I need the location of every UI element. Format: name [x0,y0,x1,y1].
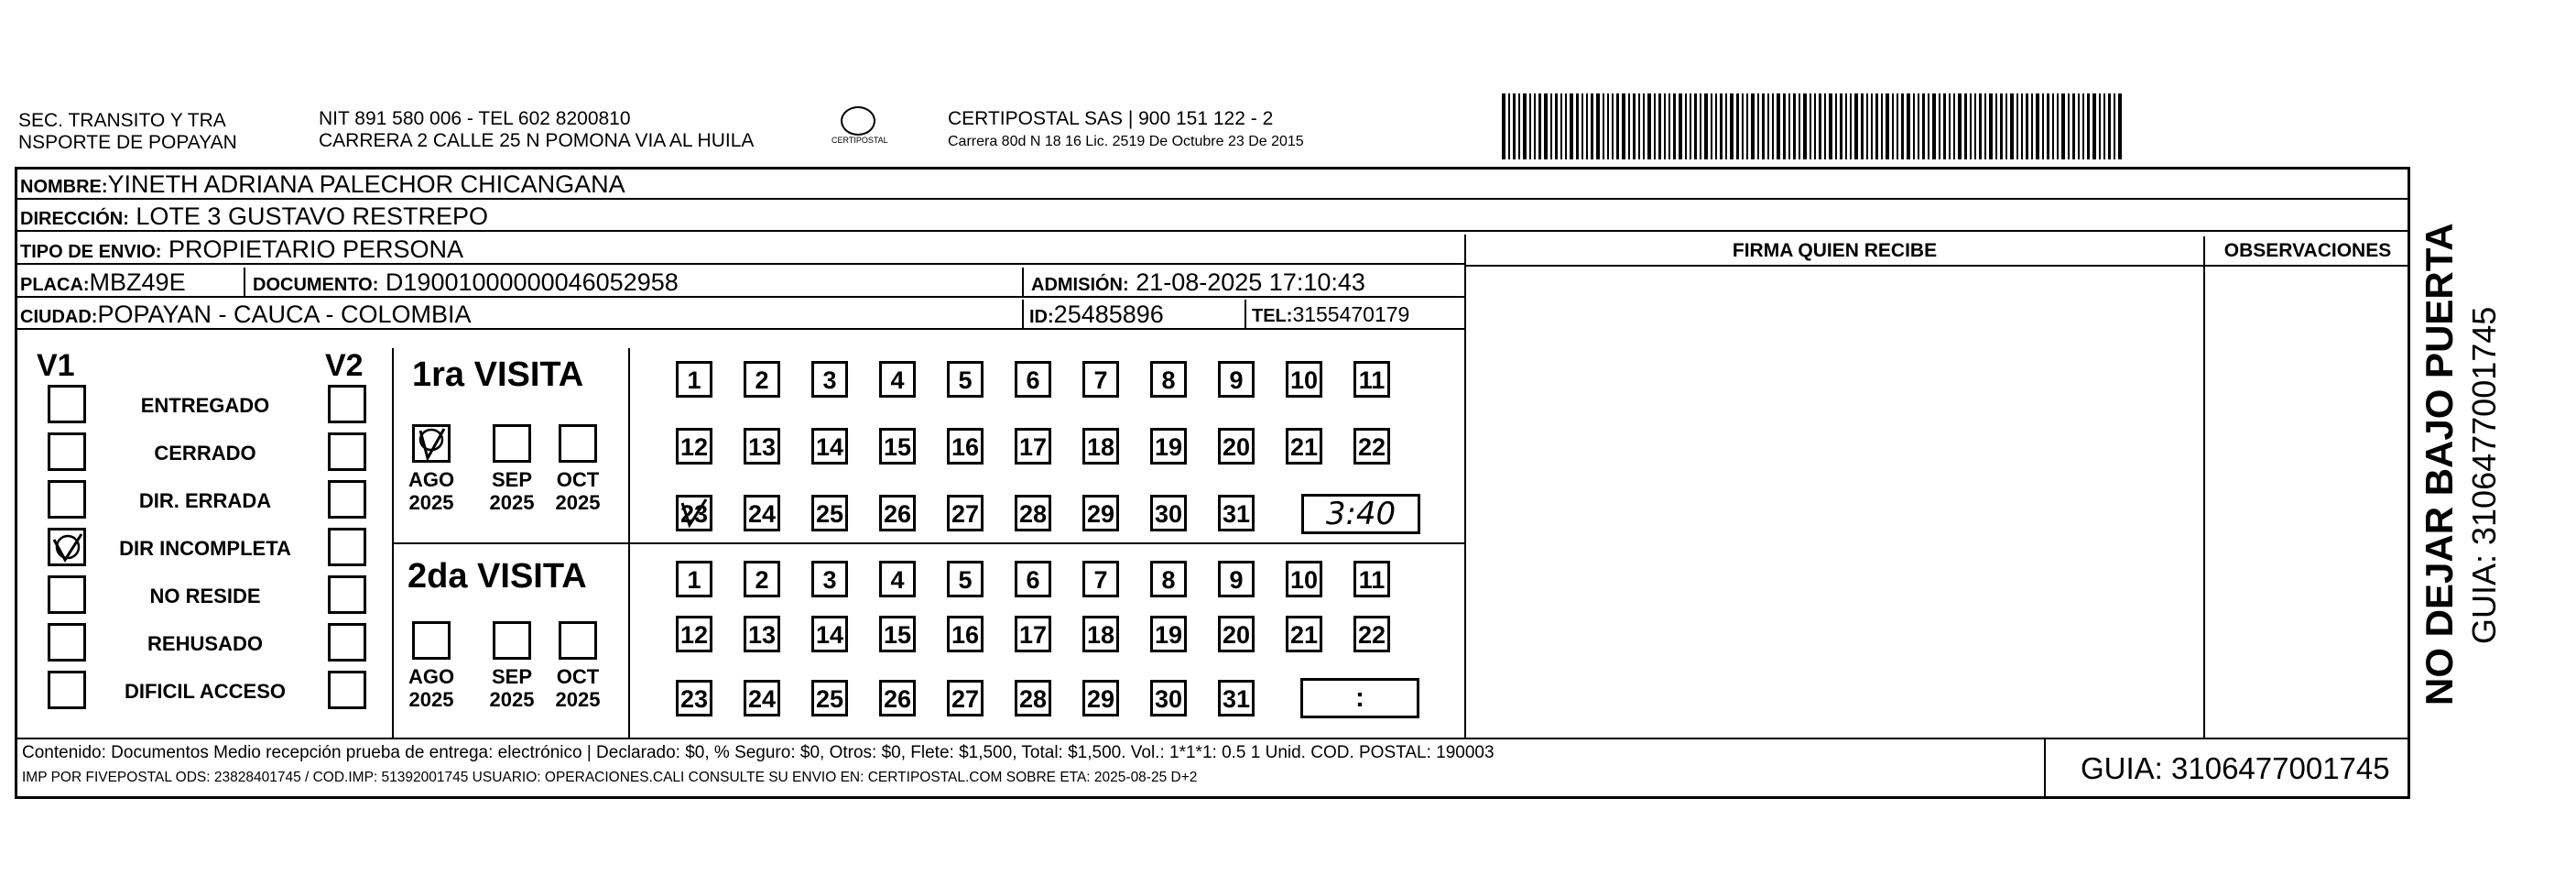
barcode-bar [1767,93,1769,159]
barcode-bar [1647,93,1651,159]
barcode-bar [1918,93,1919,159]
month-checkbox[interactable] [493,424,531,463]
courier-logo-text: CERTIPOSTAL [831,136,888,145]
barcode-bar [1854,93,1858,159]
barcode-bar [2068,93,2070,159]
v2-checkbox[interactable] [328,671,366,709]
day-box[interactable]: 28 [1015,495,1051,531]
barcode-bar [1799,93,1800,159]
barcode-bar [1974,93,1976,159]
barcode-bar [1725,93,1727,159]
barcode-bar [1922,93,1925,159]
barcode-bar [2036,93,2039,159]
barcode-bar [1943,93,1946,159]
barcode-bar [1881,93,1883,159]
courier-license: Carrera 80d N 18 16 Lic. 2519 De Octubre 23 De 2015 [948,134,1304,149]
day-box[interactable]: 29 [1082,495,1119,531]
sender-line-2: NSPORTE DE POPAYAN [18,132,237,153]
direccion-label: DIRECCIÓN: [20,209,129,229]
month-label [399,468,463,514]
barcode-bar [1513,93,1516,159]
barcode-bar [1845,93,1847,159]
barcode-bar [1810,93,1811,159]
barcode-bar [1508,93,1510,159]
v1-checkbox[interactable] [48,385,86,423]
month-label [480,468,544,514]
day-box[interactable]: 16 [947,616,984,652]
day-box[interactable]: 21 [1286,428,1322,465]
barcode-bar [1793,93,1796,159]
month-checkbox[interactable] [559,424,597,463]
month-year: 2025 [489,688,535,711]
barcode-bar [1596,93,1600,159]
status-label: DIR. ERRADA [138,489,272,512]
day-box[interactable]: 5 [947,561,984,597]
barcode-bar [1866,93,1868,159]
courier-logo-icon [841,106,875,136]
barcode-bar [2103,93,2105,159]
v1-checkbox[interactable] [48,480,86,519]
barcode-bar [1730,93,1734,159]
day-box[interactable]: 11 [1353,561,1390,597]
barcode-bar [2010,93,2014,159]
barcode-bar [1897,93,1898,159]
barcode-bar [1518,93,1520,159]
barcode-bar [1711,93,1712,159]
day-box[interactable]: 27 [947,495,984,531]
second-visit-time: : [1300,678,1419,718]
barcode-bar [1803,93,1807,159]
barcode-bar [1814,93,1816,159]
tipo-value: PROPIETARIO PERSONA [168,235,464,263]
row-ciudad [15,300,1466,330]
barcode-bar [1819,93,1821,159]
barcode-bar [1871,93,1873,159]
barcode-bar [1777,93,1780,159]
barcode-bar [1939,93,1940,159]
row-tipo [15,235,1466,265]
second-visit-title: 2da VISITA [408,557,587,596]
month-label [480,665,544,711]
barcode-bar [1751,93,1755,159]
barcode-bar [1654,93,1656,159]
month-label [546,468,610,514]
day-box[interactable]: 1 [676,361,712,398]
barcode-bar [2000,93,2003,159]
day-box[interactable]: 20 [1218,616,1255,652]
barcode-bar [1720,93,1723,159]
side-guia: GUIA: 3106477001745 [2465,306,2503,644]
barcode-bar [1746,93,1748,159]
no-dejar-bajo-puerta: NO DEJAR BAJO PUERTA [2418,223,2461,705]
day-box[interactable]: 20 [1218,428,1255,465]
ciudad-label: CIUDAD: [20,307,98,327]
barcode-bar [1835,93,1837,159]
status-label: ENTREGADO [140,394,270,417]
day-box[interactable]: 30 [1150,680,1187,716]
barcode-bar [1690,93,1691,159]
tel-value: 3155470179 [1292,302,1410,326]
day-box[interactable]: 22 [1353,616,1390,652]
barcode-bar [2052,93,2054,159]
month-label [546,665,610,711]
v2-checkbox[interactable] [328,432,366,471]
day-box[interactable]: 27 [947,680,984,716]
first-visit-time: 3:40 [1301,494,1420,534]
admision-value: 21-08-2025 17:10:43 [1136,268,1365,296]
day-box[interactable]: 26 [879,495,916,531]
barcode-bar [2021,93,2023,159]
footer-content: Contenido: Documentos Medio recepción prueba de entrega: electrónico | Declarado: $0, % Seguro: $0, Otros: $0, Flete: $1,500, Total: $1,500. Vol.: 1*1*1: 0.5 1 Unid. COD. POSTAL: 190003 [22,743,1495,762]
barcode-bar [2047,93,2049,159]
month-checkbox[interactable] [559,621,597,660]
month-name: SEP [491,665,533,688]
admision-label: ADMISIÓN: [1031,275,1129,295]
barcode-bar [1555,93,1558,159]
v2-checkbox[interactable] [328,528,366,566]
barcode-bar [1679,93,1682,159]
barcode-bar [1576,93,1579,159]
month-label [399,665,463,711]
barcode-bar [1824,93,1826,159]
barcode-bar [1612,93,1614,159]
v1-checkbox[interactable] [48,575,86,614]
v1-checkbox[interactable] [48,671,86,709]
day-box[interactable]: 24 [744,495,780,531]
day-box[interactable]: 12 [676,616,712,652]
footer-separator [15,738,2410,739]
barcode-bar [1565,93,1567,159]
placa-label: PLACA: [20,275,90,295]
barcode-bar [1704,93,1708,159]
barcode-bar [1772,93,1774,159]
day-box[interactable]: 22 [1353,428,1390,465]
sender-address: CARRERA 2 CALLE 25 N POMONA VIA AL HUILA [319,130,755,151]
v1-checkbox[interactable] [48,432,86,471]
month-year: 2025 [489,491,535,514]
day-box[interactable]: 4 [879,361,916,398]
barcode-bar [2082,93,2084,159]
footer-guia-divider [2044,738,2046,799]
barcode-bar [1958,93,1962,159]
day-box[interactable]: 7 [1082,361,1119,398]
barcode-bar [1875,93,1878,159]
day-box[interactable]: 18 [1082,428,1119,465]
barcode-bar [1658,93,1661,159]
barcode-bar [1638,93,1640,159]
row-nombre [15,170,2410,200]
barcode-bar [1603,93,1604,159]
v2-checkbox[interactable] [328,623,366,662]
v2-checkbox[interactable] [328,385,366,423]
barcode-bar [1949,93,1951,159]
footer-imp: IMP POR FIVEPOSTAL ODS: 23828401745 / COD.IMP: 51392001745 USUARIO: OPERACIONES.CALI CONSULTE SU ENVIO EN: CERTIPOSTAL.COM SOBRE ETA: 2025-08-25 D+2 [22,770,1198,785]
day-box[interactable]: 21 [1286,616,1322,652]
v2-label: V2 [325,348,364,383]
barcode-bar [1913,93,1915,159]
day-box[interactable]: 24 [744,680,780,716]
barcode-bar [1664,93,1666,159]
day-box[interactable]: 3 [811,361,848,398]
day-box[interactable]: 31 [1218,680,1255,716]
month-divider [628,348,630,738]
day-box[interactable]: 9 [1218,561,1255,597]
barcode-bar [1762,93,1765,159]
day-box[interactable]: 19 [1150,616,1187,652]
barcode-bar [2031,93,2033,159]
documento-value: D19001000000046052958 [385,268,679,296]
day-box[interactable]: 25 [811,680,848,716]
sender-nit: NIT 891 580 006 - TEL 602 8200810 [319,108,631,129]
day-box[interactable]: 8 [1150,361,1187,398]
barcode-bar [2061,93,2065,159]
status-label: DIR INCOMPLETA [119,537,291,560]
courier-name: CERTIPOSTAL SAS | 900 151 122 - 2 [948,108,1274,129]
month-name: SEP [491,468,533,491]
v2-checkbox[interactable] [328,575,366,614]
month-name: OCT [556,665,600,688]
barcode-bar [1886,93,1889,159]
day-box[interactable]: 23 [676,680,712,716]
visit-separator [392,542,1465,544]
barcode-bar [1633,93,1636,159]
barcode-bar [1736,93,1739,159]
v1-checkbox[interactable] [48,623,86,662]
barcode-bar [1901,93,1904,159]
day-box[interactable]: 23 [676,495,712,531]
day-box[interactable]: 25 [811,495,848,531]
barcode-bar [1502,93,1505,159]
barcode-bar [1581,93,1583,159]
barcode-bar [1622,93,1625,159]
barcode-bar [1523,93,1527,159]
day-box[interactable]: 7 [1082,561,1119,597]
id-value: 25485896 [1053,301,1164,328]
barcode-bar [1560,93,1562,159]
barcode-bar [1840,93,1842,159]
barcode-bar [1628,93,1630,159]
barcode-bar [2118,93,2122,159]
day-box[interactable]: 1 [676,561,712,597]
barcode-bar [2087,93,2090,159]
v1-checkbox[interactable] [48,528,86,566]
observaciones-divider [2203,236,2205,738]
v2-checkbox[interactable] [328,480,366,519]
barcode-bar [1932,93,1936,159]
day-box[interactable]: 18 [1082,616,1119,652]
barcode-bar [2072,93,2075,159]
barcode-bar [1544,93,1548,159]
day-box[interactable]: 10 [1286,561,1322,597]
first-visit-title: 1ra VISITA [412,355,584,394]
day-box[interactable]: 16 [947,428,984,465]
barcode-bar [1534,93,1536,159]
status-label: REHUSADO [147,632,263,655]
barcode-bar [1979,93,1982,159]
barcode-bar [1861,93,1864,159]
barcode-bar [1788,93,1790,159]
status-label: DIFICIL ACCESO [124,680,286,703]
tel-label: TEL: [1252,306,1293,326]
barcode-bar [2078,93,2080,159]
barcode-bar [1970,93,1972,159]
status-label: NO RESIDE [149,585,261,607]
barcode-bar [1928,93,1929,159]
barcode-bar [1953,93,1955,159]
documento-label: DOCUMENTO: [253,275,379,295]
month-name: OCT [556,468,600,491]
barcode-bar [1757,93,1759,159]
nombre-value: YINETH ADRIANA PALECHOR CHICANGANA [107,170,625,198]
barcode-bar [2005,93,2007,159]
day-box[interactable]: 15 [879,616,916,652]
sender-line-1: SEC. TRANSITO Y TRA [18,110,226,131]
barcode-bar [1783,93,1786,159]
status-label: CERRADO [154,442,256,465]
barcode-bar [1850,93,1852,159]
day-box[interactable]: 31 [1218,495,1255,531]
barcode-bar [1607,93,1609,159]
barcode-bar [1984,93,1986,159]
barcode-bar [1995,93,1997,159]
day-box[interactable]: 13 [744,428,780,465]
barcode-bar [1586,93,1588,159]
day-box[interactable]: 17 [1015,428,1051,465]
barcode-bar [1616,93,1619,159]
month-checkbox[interactable] [493,621,531,660]
day-box[interactable]: 9 [1218,361,1255,398]
id-label: ID: [1029,307,1054,327]
v1-label: V1 [37,348,75,383]
barcode-bar [2026,93,2028,159]
firma-label: FIRMA QUIEN RECIBE [1466,236,2203,267]
barcode-bar [1700,93,1701,159]
day-box[interactable]: 14 [811,616,848,652]
direccion-value: LOTE 3 GUSTAVO RESTREPO [136,202,488,230]
day-box[interactable]: 8 [1150,561,1187,597]
barcode-bar [1907,93,1910,159]
day-box[interactable]: 28 [1015,680,1051,716]
day-box[interactable]: 4 [879,561,916,597]
day-box[interactable]: 6 [1015,561,1051,597]
placa-value: MBZ49E [89,268,186,296]
barcode-bar [1529,93,1531,159]
observaciones-label: OBSERVACIONES [2203,236,2410,267]
tipo-label: TIPO DE ENVIO: [20,242,162,262]
day-box[interactable]: 2 [744,561,780,597]
day-box[interactable]: 26 [879,680,916,716]
month-year: 2025 [408,688,454,711]
barcode-bar [1591,93,1593,159]
day-box[interactable]: 5 [947,361,984,398]
month-checkbox[interactable] [412,621,451,660]
barcode-bar [2114,93,2115,159]
barcode-bar [1715,93,1717,159]
barcode-bar [2042,93,2044,159]
month-year: 2025 [555,688,601,711]
month-name: AGO [408,468,455,491]
day-box[interactable]: 17 [1015,616,1051,652]
barcode-bar [1538,93,1541,159]
month-name: AGO [408,665,455,688]
month-checkbox[interactable] [412,424,451,463]
day-box[interactable]: 19 [1150,428,1187,465]
barcode-bar [1829,93,1832,159]
month-year: 2025 [408,491,454,514]
barcode-bar [1694,93,1697,159]
barcode-bar [2108,93,2111,159]
barcode-bar [1989,93,1993,159]
barcode-bar [1673,93,1676,159]
barcode-bar [2016,93,2018,159]
barcode-bar [2099,93,2101,159]
month-year: 2025 [555,491,601,514]
day-box[interactable]: 10 [1286,361,1322,398]
nombre-label: NOMBRE: [20,177,108,197]
day-box[interactable]: 3 [811,561,848,597]
barcode-bar [1570,93,1573,159]
row-direccion [15,202,2410,232]
day-box[interactable]: 13 [744,616,780,652]
barcode-bar [1742,93,1744,159]
day-box[interactable]: 2 [744,361,780,398]
barcode-bar [1685,93,1687,159]
ciudad-value: POPAYAN - CAUCA - COLOMBIA [97,301,472,328]
day-box[interactable]: 11 [1353,361,1390,398]
day-box[interactable]: 15 [879,428,916,465]
barcode-bar [1643,93,1645,159]
firma-divider [1464,236,1466,738]
barcode-bar [1668,93,1670,159]
footer-guia: GUIA: 3106477001745 [2081,751,2390,785]
day-box[interactable]: 6 [1015,361,1051,398]
day-box[interactable]: 12 [676,428,712,465]
barcode-bar [2092,93,2096,159]
day-box[interactable]: 14 [811,428,848,465]
day-box[interactable]: 30 [1150,495,1187,531]
barcode-bar [1964,93,1967,159]
barcode [1502,93,2234,159]
row-placa [15,268,1466,298]
barcode-bar [1892,93,1894,159]
barcode-bar [1550,93,1552,159]
day-box[interactable]: 29 [1082,680,1119,716]
barcode-bar [2057,93,2059,159]
